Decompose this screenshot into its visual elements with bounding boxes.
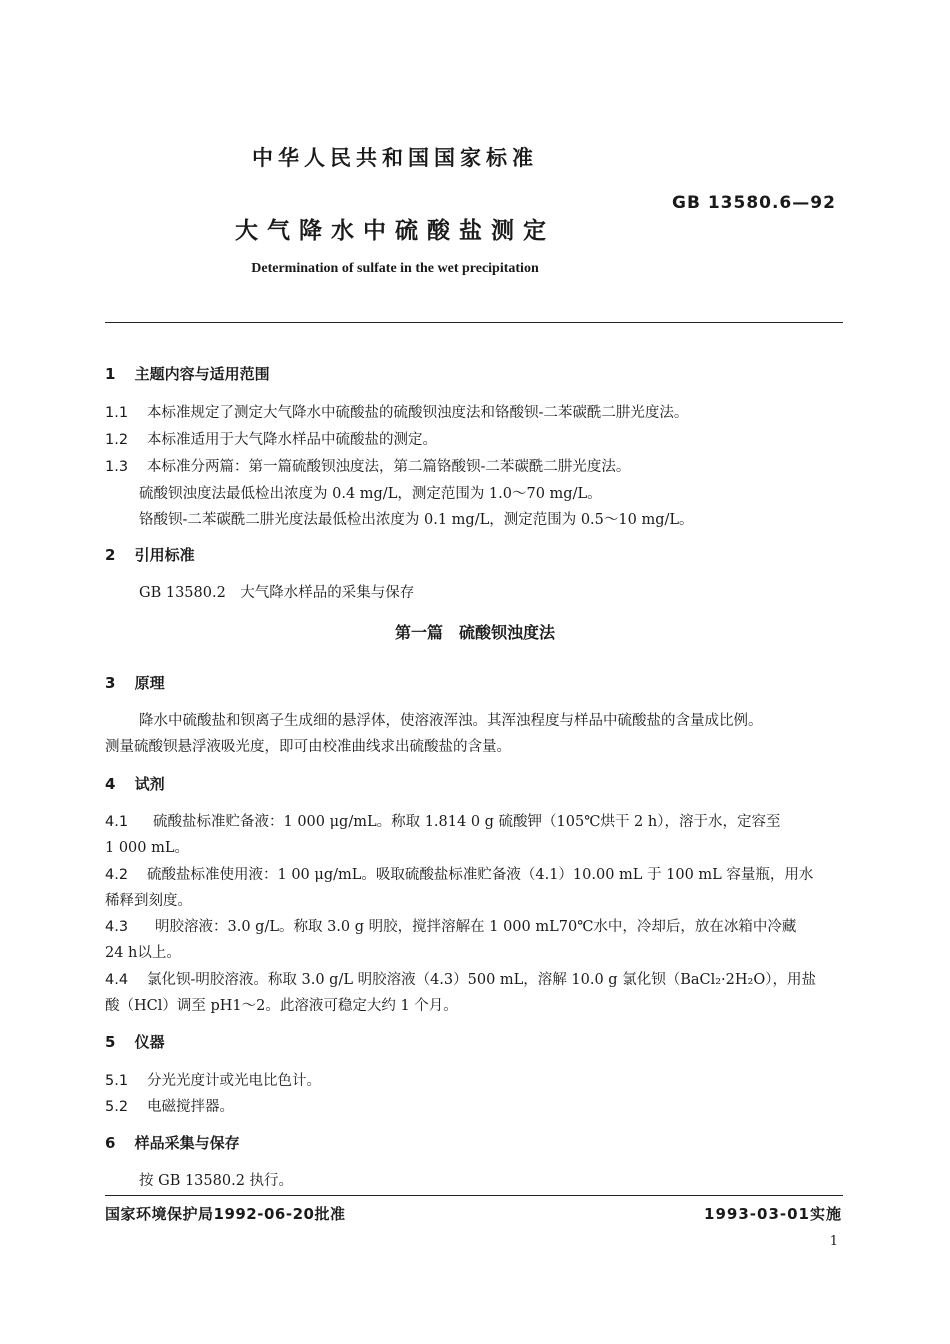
clause-text: 硫酸盐标准使用液：1 00 μg/mL。吸取硫酸盐标准贮备液（4.1）10.00 mL 于 100 mL 容量瓶，用水 [147, 867, 814, 883]
clause-4-4-line-2: 酸（HCl）调至 pH1～2。此溶液可稳定大约 1 个月。 [105, 998, 458, 1014]
clause-number: 1.2 [105, 432, 129, 448]
clause-text: 分光光度计或光电比色计。 [147, 1073, 321, 1089]
section-3-number: 3 [105, 674, 116, 692]
section-1-heading [105, 363, 270, 384]
section-1-number: 1 [105, 365, 116, 383]
clause-text: 本标准规定了测定大气降水中硫酸盐的硫酸钡浊度法和铬酸钡-二苯碳酰二肼光度法。 [147, 405, 689, 421]
clause-1-1 [105, 401, 688, 422]
clause-4-2 [105, 863, 813, 884]
clause-1-3-line-2: 硫酸钡浊度法最低检出浓度为 0.4 mg/L，测定范围为 1.0～70 mg/L。 [139, 486, 602, 502]
clause-number: 4.1 [105, 814, 129, 830]
clause-number: 5.2 [105, 1099, 129, 1115]
referenced-standard: GB 13580.2 大气降水样品的采集与保存 [139, 585, 415, 601]
section-4-title: 试剂 [134, 775, 165, 793]
header-divider [105, 322, 843, 323]
section-1-title: 主题内容与适用范围 [134, 365, 270, 383]
clause-5-1 [105, 1069, 321, 1090]
document-title-cn: 大气降水中硫酸盐测定 [235, 218, 555, 244]
section-2-number: 2 [105, 546, 116, 564]
section-4-heading [105, 773, 165, 794]
clause-4-2-line-2: 稀释到刻度。 [105, 893, 192, 909]
clause-1-3-line-3: 铬酸钡-二苯碳酰二肼光度法最低检出浓度为 0.1 mg/L，测定范围为 0.5～10 mg/L。 [139, 512, 694, 528]
section-2-heading [105, 544, 195, 565]
clause-text: 本标准分两篇：第一篇硫酸钡浊度法，第二篇铬酸钡-二苯碳酰二肼光度法。 [147, 459, 631, 475]
clause-text: 电磁搅拌器。 [147, 1099, 234, 1115]
part-1-title: 第一篇 硫酸钡浊度法 [394, 623, 555, 642]
section-2-title: 引用标准 [134, 546, 195, 564]
section-3-title: 原理 [134, 674, 165, 692]
clause-text: 氯化钡-明胶溶液。称取 3.0 g/L 明胶溶液（4.3）500 mL，溶解 10.0 g 氯化钡（BaCl₂·2H₂O），用盐 [147, 972, 816, 988]
section-5-number: 5 [105, 1033, 116, 1051]
clause-4-1-line-2: 1 000 mL。 [105, 840, 189, 856]
page-number: 1 [829, 1234, 838, 1249]
standard-number: GB 13580.6—92 [672, 193, 836, 213]
clause-number: 4.2 [105, 867, 129, 883]
clause-text: 硫酸盐标准贮备液：1 000 μg/mL。称取 1.814 0 g 硫酸钾（105℃烘干 2 h），溶于水，定容至 [153, 814, 781, 830]
clause-text: 本标准适用于大气降水样品中硫酸盐的测定。 [147, 432, 437, 448]
section-4-number: 4 [105, 775, 116, 793]
clause-4-3 [105, 915, 796, 936]
clause-text: 明胶溶液：3.0 g/L。称取 3.0 g 明胶，搅拌溶解在 1 000 mL70℃水中，冷却后，放在冰箱中冷藏 [155, 919, 797, 935]
approval-date: 国家环境保护局1992-06-20批准 [105, 1205, 346, 1223]
effective-date: 1993-03-01实施 [704, 1205, 842, 1223]
clause-5-2 [105, 1095, 234, 1116]
sampling-instruction: 按 GB 13580.2 执行。 [139, 1173, 294, 1189]
section-5-heading [105, 1031, 165, 1052]
clause-number: 1.3 [105, 459, 129, 475]
clause-4-4 [105, 968, 816, 989]
clause-number: 4.3 [105, 919, 129, 935]
issuing-organization: 中华人民共和国国家标准 [252, 146, 538, 170]
clause-number: 4.4 [105, 972, 129, 988]
principle-line-2: 测量硫酸钡悬浮液吸光度，即可由校准曲线求出硫酸盐的含量。 [105, 739, 511, 755]
section-6-heading [105, 1132, 240, 1153]
section-3-heading [105, 672, 165, 693]
section-5-title: 仪器 [134, 1033, 165, 1051]
clause-number: 5.1 [105, 1073, 129, 1089]
clause-4-3-line-2: 24 h以上。 [105, 945, 181, 961]
document-title-en: Determination of sulfate in the wet precipitation [251, 261, 539, 276]
clause-1-2 [105, 428, 437, 449]
clause-number: 1.1 [105, 405, 129, 421]
clause-1-3 [105, 455, 630, 476]
section-6-number: 6 [105, 1134, 116, 1152]
section-6-title: 样品采集与保存 [134, 1134, 240, 1152]
footer-divider [105, 1195, 843, 1196]
principle-line-1: 降水中硫酸盐和钡离子生成细的悬浮体，使溶液浑浊。其浑浊程度与样品中硫酸盐的含量成比例。 [139, 713, 763, 729]
clause-4-1 [105, 810, 780, 831]
